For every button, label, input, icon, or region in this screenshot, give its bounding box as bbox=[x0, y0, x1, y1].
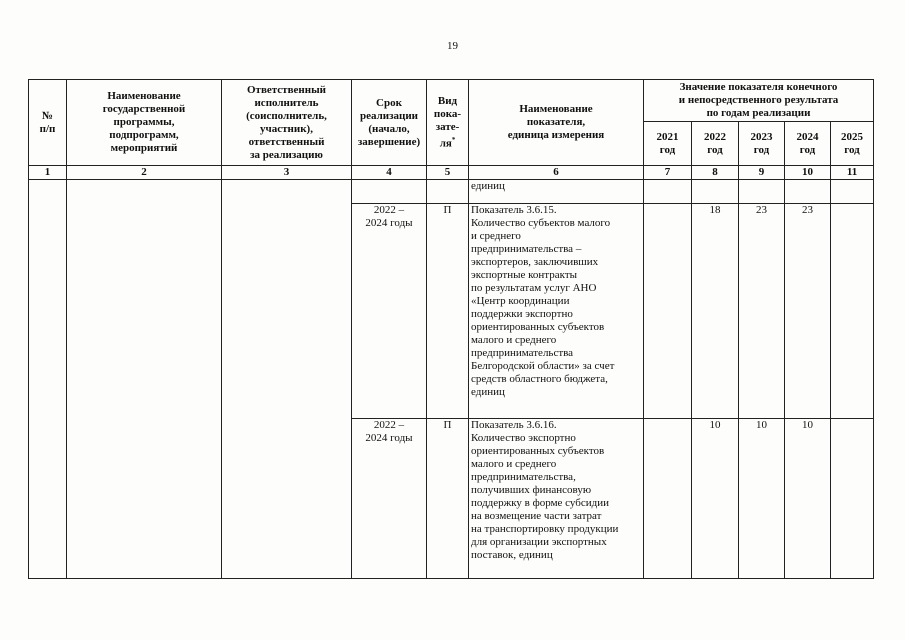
column-number: 10 bbox=[785, 166, 831, 180]
cell-kind: П bbox=[427, 419, 469, 579]
header-responsible: Ответственный исполнитель (соисполнитель, участник), ответственный за реализацию bbox=[222, 80, 352, 166]
cell-number bbox=[29, 180, 67, 579]
cell-value-2023: 23 bbox=[739, 204, 785, 419]
page-number: 19 bbox=[447, 40, 458, 52]
indicators-table bbox=[28, 79, 874, 579]
cell-value-2024: 23 bbox=[785, 204, 831, 419]
footnote-mark: * bbox=[451, 135, 456, 144]
cell-value-2021 bbox=[644, 204, 692, 419]
header-year-2024: 2024 год bbox=[785, 122, 831, 166]
cell-value-2024: 10 bbox=[785, 419, 831, 579]
column-number: 11 bbox=[831, 166, 874, 180]
cell-indicator: Показатель 3.6.16. Количество экспортно ориентированных субъектов малого и среднего предпринимательства, получивших финансовую поддержку в форме субсидии на возмещение части затрат на транспортировку продукции для организации экспортных поставок, единиц bbox=[469, 419, 644, 579]
cell-indicator: Показатель 3.6.15. Количество субъектов малого и среднего предпринимательства – экспортеров, заключивших экспортные контракты по результатам услуг АНО «Центр координации поддержки экспортно ориентированных субъектов малого и среднего предпринимательства Белгородской области» за счет средств областного бюджета, единиц bbox=[469, 204, 644, 419]
cell-responsible bbox=[222, 180, 352, 579]
header-year-2021: 2021 год bbox=[644, 122, 692, 166]
header-values-group: Значение показателя конечного и непосредственного результата по годам реализации bbox=[644, 80, 874, 122]
header-indicator-name: Наименование показателя, единица измерения bbox=[469, 80, 644, 166]
column-number: 4 bbox=[352, 166, 427, 180]
cell-value-2022: 18 bbox=[692, 204, 739, 419]
header-program-name: Наименование государственной программы, подпрограмм, мероприятий bbox=[67, 80, 222, 166]
column-number: 9 bbox=[739, 166, 785, 180]
cell-value-2021 bbox=[644, 419, 692, 579]
header-year-2023: 2023 год bbox=[739, 122, 785, 166]
header-indicator-kind: Вид пока- зате- ля* bbox=[427, 80, 469, 166]
header-term: Срок реализации (начало, завершение) bbox=[352, 80, 427, 166]
continuation-text: единиц bbox=[469, 180, 644, 204]
header-year-2022: 2022 год bbox=[692, 122, 739, 166]
column-number: 3 bbox=[222, 166, 352, 180]
column-number: 7 bbox=[644, 166, 692, 180]
cell-program-name bbox=[67, 180, 222, 579]
cell-value-2023: 10 bbox=[739, 419, 785, 579]
column-number: 2 bbox=[67, 166, 222, 180]
table-row bbox=[29, 180, 874, 204]
cell-term: 2022 – 2024 годы bbox=[352, 204, 427, 419]
column-number: 1 bbox=[29, 166, 67, 180]
cell-term: 2022 – 2024 годы bbox=[352, 419, 427, 579]
column-number: 5 bbox=[427, 166, 469, 180]
cell-kind: П bbox=[427, 204, 469, 419]
column-number: 8 bbox=[692, 166, 739, 180]
header-year-2025: 2025 год bbox=[831, 122, 874, 166]
cell-value-2025 bbox=[831, 419, 874, 579]
column-numbers-row bbox=[29, 166, 874, 180]
cell-value-2022: 10 bbox=[692, 419, 739, 579]
column-number: 6 bbox=[469, 166, 644, 180]
cell-value-2025 bbox=[831, 204, 874, 419]
header-number: № п/п bbox=[29, 80, 67, 166]
